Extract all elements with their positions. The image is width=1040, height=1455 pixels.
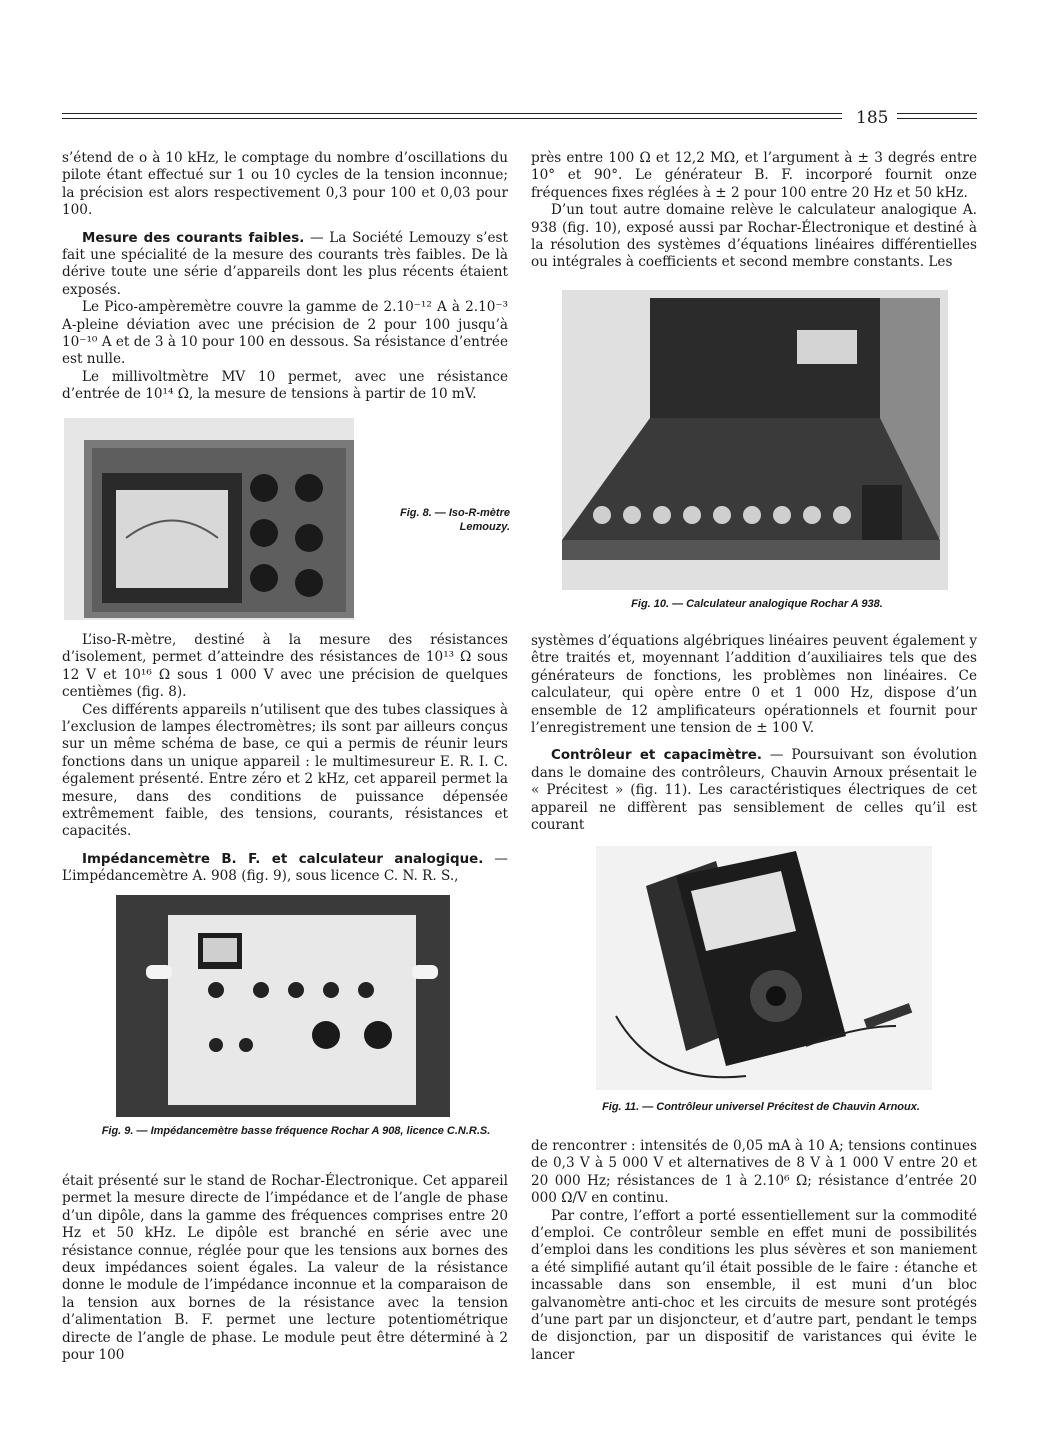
left-column-middle [62, 632, 508, 886]
section-paragraph [62, 230, 508, 300]
paragraph: Le millivoltmètre MV 10 permet, avec une résistance d’entrée de 10¹⁴ Ω, la mesure de tensions à partir de 10 mV. [62, 368, 508, 403]
fig9-caption: Fig. 9. — Impédancemètre basse fréquence Rochar A 908, licence C.N.R.S. [101, 1125, 491, 1137]
header-rule-left-top [62, 113, 842, 114]
paragraph: systèmes d’équations algébriques linéaires peuvent également y être traités et, moyennant l’addition d’auxiliaires tels que des générateurs de fonctions, les problèmes non linéaires. Ce calculateur, qui opère entre 0 et 1 000 Hz, dispose d’un ensemble de 12 amplificateurs opérationnels et fournit pour l’enregistrement une tension de ± 100 V. [531, 633, 977, 737]
header-rule-right-top [897, 113, 977, 114]
right-column-middle [531, 633, 977, 834]
header-rule-right-bottom [897, 118, 977, 119]
fig11-photo-precitest [596, 846, 932, 1090]
section-heading: Mesure des courants faibles. [82, 230, 305, 246]
paragraph: D’un tout autre domaine relève le calculateur analogique A. 938 (fig. 10), exposé aussi par Rochar-Électronique et destiné à la résolution des systèmes d’équations linéaires différentielles ou intégrales à coefficients et second membre constants. Les [531, 202, 977, 271]
paragraph: s’étend de o à 10 kHz, le comptage du nombre d’oscillations du pilote étant effectué sur 1 ou 10 cycles de la tension inconnue; la précision est alors respectivement 0,3 pour 100 et 0,03 pour 100. [62, 150, 508, 219]
right-column-top [531, 150, 977, 272]
paragraph: L’iso-R-mètre, destiné à la mesure des résistances d’isolement, permet d’atteindre des résistances de 10¹³ Ω sous 12 V et 10¹⁶ Ω sous 1 000 V avec une précision de quelques centièmes (fig. 8). [62, 632, 508, 701]
paragraph: Par contre, l’effort a porté essentiellement sur la commodité d’emploi. Ce contrôleur semble en effet muni de possibilités d’emploi dans les conditions les plus sévères et son maniement a été simplifié autant qu’il était possible de le faire : étanche et incassable dans son ensemble, il est muni d’un bloc galvanomètre anti-choc et les circuits de mesure sont protégés d’une part par un disjoncteur, et d’autre part, pendant le temps de disjonction, par un dispositif de varistances qui évite le lancer [531, 1207, 977, 1363]
paragraph: de rencontrer : intensités de 0,05 mA à 10 A; tensions continues de 0,3 V à 5 000 V et alternatives de 8 V à 1 000 V entre 20 et 20 000 Hz; résistances de 1 à 2.10⁶ Ω; résistance d’entrée 20 000 Ω/V en continu. [531, 1138, 977, 1207]
section-heading: Contrôleur et capacimètre. [551, 748, 762, 764]
section-paragraph [62, 851, 508, 886]
fig11-caption: Fig. 11. — Contrôleur universel Précitest de Chauvin Arnoux. [602, 1101, 920, 1113]
left-column-bottom [62, 1173, 508, 1364]
fig10-photo-calculateur [562, 290, 948, 590]
paragraph: Le Pico-ampèremètre couvre la gamme de 2.10⁻¹² A à 2.10⁻³ A-pleine déviation avec une précision de 2 pour 100 jusqu’à 10⁻¹⁰ A et de 3 à 10 pour 100 en dessous. Sa résistance d’entrée est nulle. [62, 299, 508, 368]
paragraph-text: — La Société Lemouzy s’est fait une spécialité de la mesure des courants très faibles. De là dérive toute une série d’appareils dont les plus récents étaient exposés. [62, 229, 508, 298]
page-number: 185 [856, 108, 889, 128]
fig10-caption: Fig. 10. — Calculateur analogique Rochar A 938. [631, 598, 883, 610]
header-rule-left-bottom [62, 118, 842, 119]
paragraph: près entre 100 Ω et 12,2 MΩ, et l’argument à ± 3 degrés entre 10° et 90°. Le générateur B. F. incorporé fournit onze fréquences fixes réglées à ± 2 pour 100 entre 20 Hz et 50 kHz. [531, 150, 977, 201]
right-column-bottom [531, 1138, 977, 1364]
fig9-photo-impedancemetre [116, 895, 450, 1117]
paragraph-text: — Poursuivant son évolution dans le domaine des contrôleurs, Chauvin Arnoux présentait le « Précitest » (fig. 11). Les caractéristiques électriques de cet appareil ne diffèrent pas sensiblement de celles qu’il est courant [531, 747, 977, 834]
left-column-top [62, 150, 508, 404]
fig8-photo-iso-r-metre [64, 418, 354, 620]
paragraph: Ces différents appareils n’utilisent que des tubes classiques à l’exclusion de lampes électromètres; ils sont par ailleurs conçus sur un même schéma de base, ce qui a permis de réunir leurs fonctions dans un unique appareil : le multimesureur E. R. I. C. également présenté. Entre zéro et 2 kHz, cet appareil permet la mesure, dans des conditions de puissance dépensée extrêmement faible, des tensions, courants, résistances et capacités. [62, 701, 508, 840]
paragraph-text: — L’impédancemètre A. 908 (fig. 9), sous licence C. N. R. S., [62, 850, 508, 885]
fig8-caption: Fig. 8. — Iso-R-mètre Lemouzy. [399, 507, 510, 533]
paragraph: était présenté sur le stand de Rochar-Électronique. Cet appareil permet la mesure directe de l’impédance et de l’angle de phase d’un dipôle, dans la gamme des fréquences comprises entre 20 Hz et 50 kHz. Le dipôle est branché en série avec une résistance connue, réglée pour que les tensions aux bornes des deux impédances soient égales. La valeur de la résistance donne le module de l’impédance inconnue et la comparaison de la tension aux bornes de la résistance avec la tension d’alimentation B. F. permet une lecture potentiométrique directe de l’angle de phase. Le module peut être déterminé à 2 pour 100 [62, 1173, 508, 1364]
section-heading: Impédancemètre B. F. et calculateur analogique. [82, 851, 484, 867]
section-paragraph [531, 747, 977, 834]
